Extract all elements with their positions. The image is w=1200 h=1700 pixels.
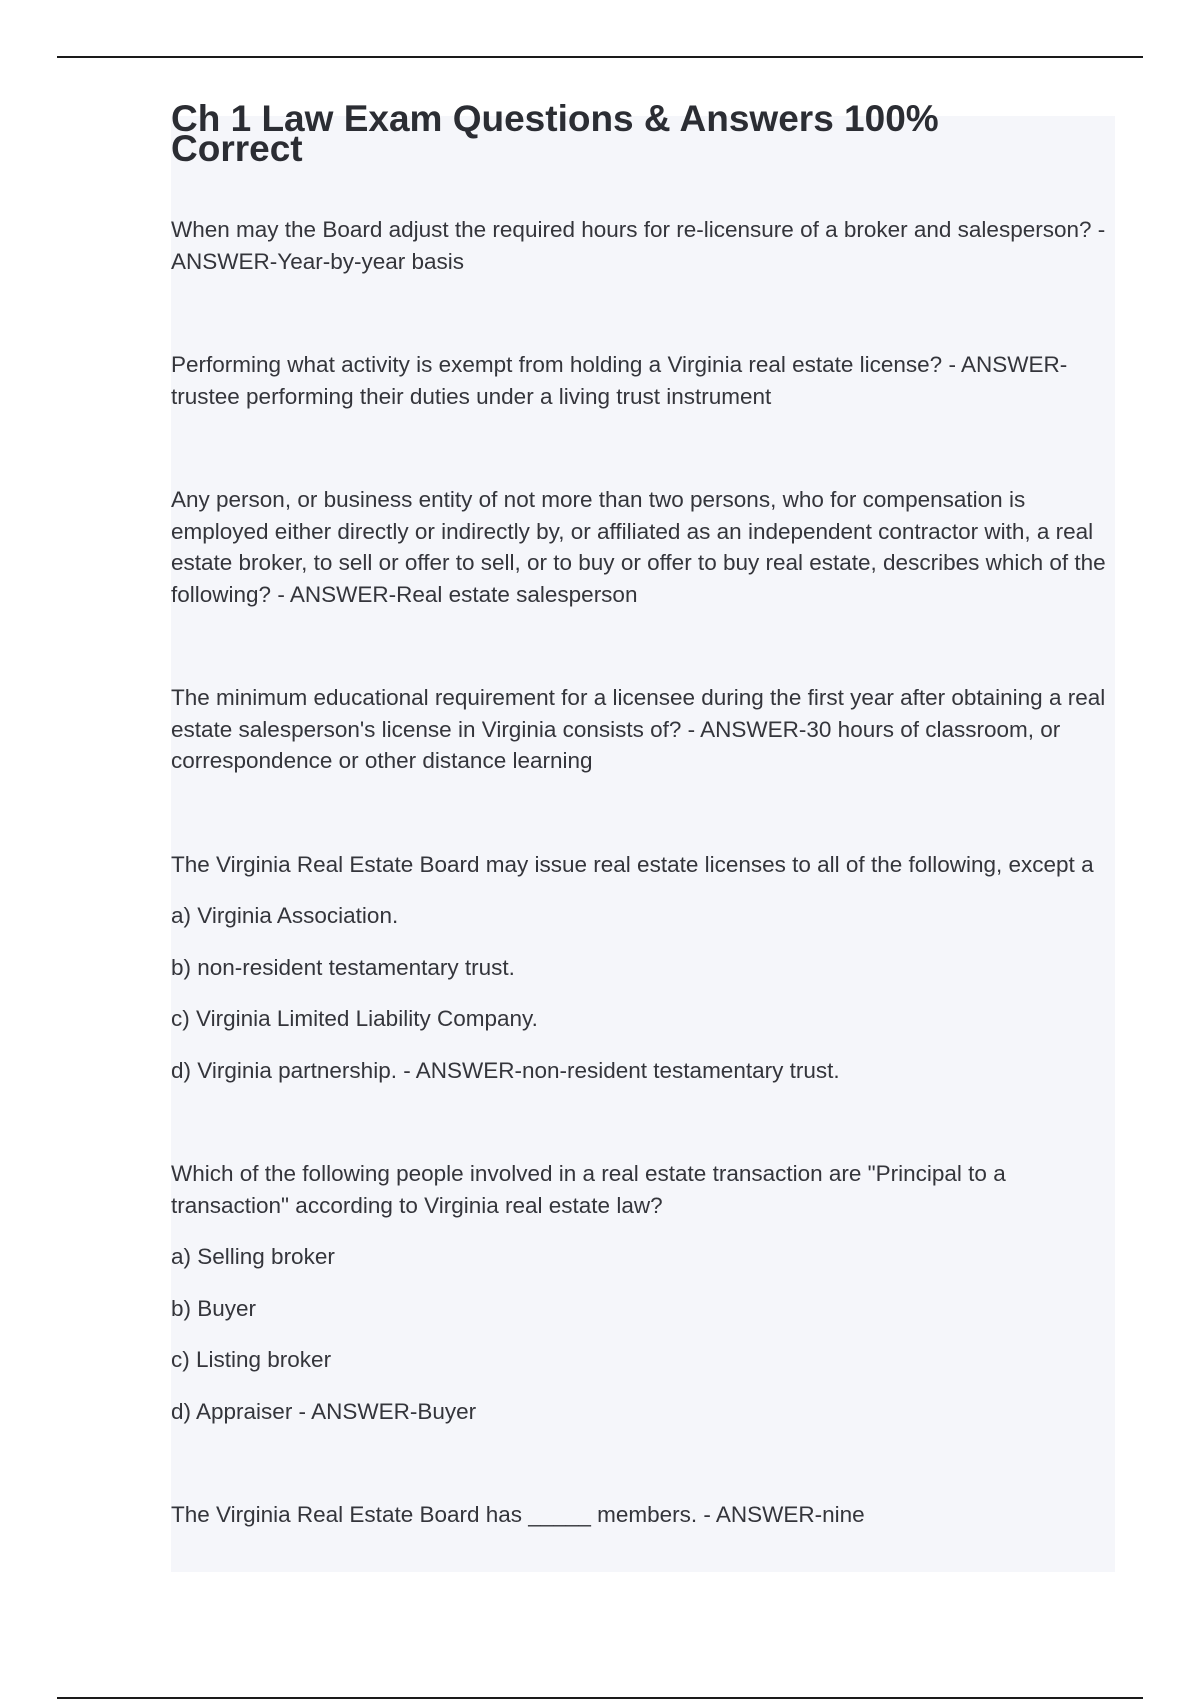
question-text: The minimum educational requirement for a licensee during the first year after obtaining a real estate salesperson's license in Virginia consists of? - ANSWER-30 hours of classroom, or correspondence or other distance learning <box>171 685 1106 773</box>
option-b: b) Buyer <box>171 1295 257 1321</box>
option-b: b) non-resident testamentary trust. <box>171 954 515 980</box>
footer-rule <box>57 1697 1143 1699</box>
qa-item-6 <box>171 1158 1121 1427</box>
option-c: c) Virginia Limited Liability Company. <box>171 1006 538 1031</box>
option-a: a) Selling broker <box>171 1244 335 1269</box>
option-c: c) Listing broker <box>171 1347 332 1372</box>
question-text: Which of the following people involved in a real estate transaction are "Principal to a transaction" according to Virginia real estate law? <box>171 1161 1006 1218</box>
question-text: The Virginia Real Estate Board may issue real estate licenses to all of the following, except a <box>171 851 1094 877</box>
document-body <box>171 98 1121 1531</box>
header-rule <box>57 56 1143 58</box>
qa-item-5 <box>171 849 1121 1087</box>
qa-item-7 <box>171 1499 1121 1531</box>
qa-item-4 <box>171 682 1121 777</box>
qa-item-1 <box>171 214 1121 277</box>
option-a: a) Virginia Association. <box>171 903 399 928</box>
qa-item-3 <box>171 484 1121 610</box>
question-text: Performing what activity is exempt from holding a Virginia real estate license? - ANSWER-trustee performing their duties under a living trust instrument <box>171 352 1068 409</box>
qa-item-2 <box>171 349 1121 412</box>
option-d: d) Appraiser - ANSWER-Buyer <box>171 1398 477 1424</box>
question-text: The Virginia Real Estate Board has _____ members. - ANSWER-nine <box>171 1502 865 1527</box>
question-text: When may the Board adjust the required hours for re-licensure of a broker and salesperson? - ANSWER-Year-by-year basis <box>171 217 1106 274</box>
option-d: d) Virginia partnership. - ANSWER-non-resident testamentary trust. <box>171 1057 840 1083</box>
document-title: Ch 1 Law Exam Questions & Answers 100% Correct <box>171 98 939 169</box>
question-text: Any person, or business entity of not more than two persons, who for compensation is employed either directly or indirectly by, or affiliated as an independent contractor with, a real estate broker, to sell or offer to sell, or to buy or offer to buy real estate, describes which of the following? - ANSWER-Real estate salesperson <box>171 487 1106 607</box>
